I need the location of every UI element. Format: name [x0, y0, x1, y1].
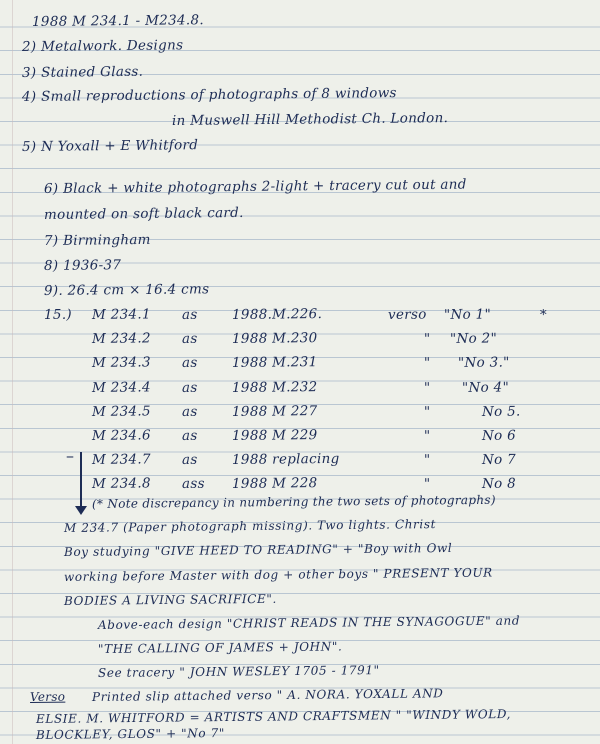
- bracket-line: [80, 452, 82, 510]
- row-2-as: as: [181, 330, 198, 347]
- row-1-no: "No 1": [443, 306, 492, 323]
- note-line-m2347: M 234.7 (Paper photograph missing). Two lights. Christ: [63, 517, 437, 535]
- row-8-no: No 8: [481, 475, 517, 492]
- discrepancy-note: (* Note discrepancy in numbering the two sets of photographs): [91, 492, 496, 511]
- row-3-no: "No 3.": [457, 354, 510, 371]
- row-7-ditto: ": [423, 451, 431, 468]
- row-4-ditto: ": [423, 379, 431, 396]
- row-3-ditto: ": [423, 354, 431, 371]
- row-8-ref: 1988 M 228: [231, 475, 318, 492]
- note-line-2: 2) Metalwork. Designs: [21, 37, 184, 55]
- margin-rule: [12, 0, 13, 744]
- row-3-as: as: [181, 354, 198, 371]
- row-2-no: "No 2": [449, 330, 498, 347]
- table-prefix: 15.): [43, 306, 73, 323]
- row-5-ditto: ": [423, 403, 431, 420]
- row-5-ref: 1988 M 227: [231, 403, 318, 420]
- note-line-5: 5) N Yoxall + E Whitford: [21, 137, 199, 155]
- row-8-as: ass: [181, 475, 205, 492]
- note-line-accession: 1988 M 234.1 - M234.8.: [31, 12, 204, 30]
- note-line-above: Above-each design "CHRIST READS IN THE SYNAGOGUE" and: [97, 613, 521, 632]
- arrow-down-icon: [75, 506, 87, 515]
- note-line-4: 4) Small reproductions of photographs of 8 windows: [21, 85, 397, 105]
- row-3-ref: 1988 M.231: [231, 354, 318, 371]
- row-2-ditto: ": [423, 330, 431, 347]
- row-5-m: M 234.5: [91, 403, 151, 420]
- row-5-as: as: [181, 403, 198, 420]
- row-7-ref: 1988 replacing: [231, 450, 340, 468]
- note-line-artists: ELSIE. M. WHITFORD = ARTISTS AND CRAFTSMEN " "WINDY WOLD,: [35, 707, 512, 726]
- row-4-m: M 234.4: [91, 379, 151, 396]
- dash-mark: –: [66, 446, 74, 465]
- row-4-no: "No 4": [461, 379, 510, 396]
- row-4-as: as: [181, 379, 198, 396]
- note-line-4-cont: in Muswell Hill Methodist Ch. London.: [171, 110, 449, 129]
- row-6-no: No 6: [481, 427, 517, 444]
- row-6-as: as: [181, 427, 198, 444]
- row-1-ref: 1988.M.226.: [231, 306, 323, 323]
- row-1-as: as: [181, 306, 198, 323]
- verso-label: Verso: [29, 689, 66, 704]
- note-line-printed-slip: Printed slip attached verso " A. NORA. YOXALL AND: [91, 686, 444, 704]
- row-3-m: M 234.3: [91, 354, 151, 371]
- row-2-m: M 234.2: [91, 330, 151, 347]
- row-6-m: M 234.6: [91, 427, 151, 444]
- row-1-verso: verso: [387, 306, 427, 323]
- row-8-ditto: ": [423, 475, 431, 492]
- row-7-no: No 7: [481, 451, 517, 468]
- note-line-boy-studying: Boy studying "GIVE HEED TO READING" + "Boy with Owl: [63, 540, 453, 559]
- row-7-as: as: [181, 451, 198, 468]
- note-line-working: working before Master with dog + other boys " PRESENT YOUR: [63, 565, 493, 584]
- row-2-ref: 1988 M.230: [231, 330, 318, 347]
- note-line-blockley: BLOCKLEY, GLOS" + "No 7": [35, 726, 226, 742]
- row-8-m: M 234.8: [91, 475, 151, 492]
- row-1-asterisk: *: [539, 306, 548, 323]
- note-line-calling: "THE CALLING OF JAMES + JOHN".: [97, 639, 343, 656]
- note-line-3: 3) Stained Glass.: [21, 63, 144, 81]
- note-line-bodies: BODIES A LIVING SACRIFICE".: [63, 591, 277, 608]
- note-line-8: 8) 1936-37: [43, 257, 122, 274]
- row-5-no: No 5.: [481, 403, 521, 420]
- note-line-7: 7) Birmingham: [43, 231, 151, 249]
- note-line-6: 6) Black + white photographs 2-light + tracery cut out and: [43, 176, 467, 197]
- note-line-6-cont: mounted on soft black card.: [43, 204, 244, 223]
- row-7-m: M 234.7: [91, 451, 151, 468]
- row-4-ref: 1988 M.232: [231, 379, 318, 396]
- row-6-ditto: ": [423, 427, 431, 444]
- note-line-9: 9). 26.4 cm × 16.4 cms: [43, 281, 210, 299]
- note-line-tracery: See tracery " JOHN WESLEY 1705 - 1791": [97, 663, 380, 680]
- row-6-ref: 1988 M 229: [231, 427, 318, 444]
- row-1-m: M 234.1: [91, 306, 151, 323]
